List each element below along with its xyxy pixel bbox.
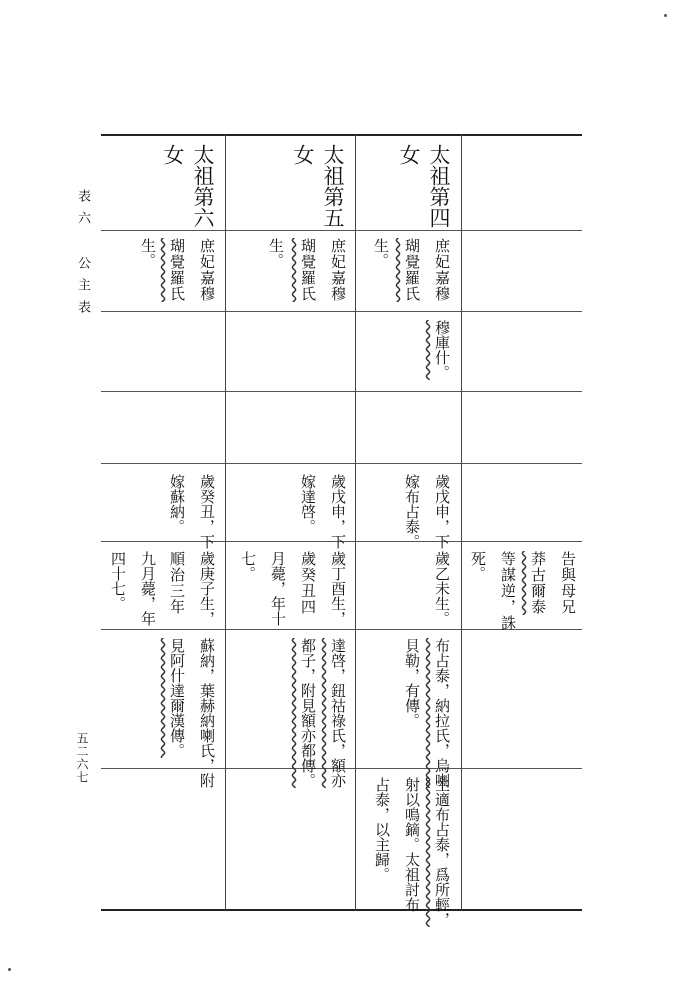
death-line: 等謀逆，誅 [499,551,517,631]
princess-title: 太祖第五 [321,144,345,228]
mother: 庶妃嘉穆 [198,238,216,302]
marriage: 嫁布占泰。 [403,474,421,549]
marriage: 嫁達啓。 [299,474,317,534]
death-line: 九月薨，年 [139,551,157,626]
death-line: 七。 [239,551,257,581]
marriage-year: 歲戊申，下 [329,474,347,549]
row-divider-mother [101,311,582,312]
husband-line: 蘇納，葉赫納喇氏，附 [198,638,216,788]
table-top-rule [101,134,582,136]
death-line: 死。 [469,551,487,581]
birth-note: 生。 [267,238,285,268]
marriage-year: 歲癸丑，下 [198,474,216,549]
table-number: 表六 [75,189,90,233]
husband-line: 布占泰，納拉氏，烏喇 [433,638,451,788]
marriage: 嫁蘇納。 [168,474,186,534]
death-line: 四十七。 [109,551,127,611]
death-line: 歲癸丑四 [299,551,317,615]
column-divider [461,134,462,911]
husband-line: 貝勒，有傳。 [403,638,421,728]
death-line: 歲庚子生， [198,551,216,626]
page-number: 五二六七 [75,732,89,784]
table-name: 公主表 [75,256,90,322]
princess-title-suffix: 女 [161,144,185,165]
table-bottom-rule [101,909,582,911]
column-divider [355,134,356,911]
mother-clan: 瑚覺羅氏 [403,238,421,302]
princess-title-suffix: 女 [291,144,315,165]
death-line: 告與母兄 [559,551,577,615]
princess-name: 穆庫什。 [433,320,451,380]
birth-note: 生。 [372,238,390,268]
princess-title: 太祖第六 [191,144,215,228]
princess-title-suffix: 女 [397,144,421,165]
mother-clan: 瑚覺羅氏 [168,238,186,302]
row-divider-name [101,391,582,392]
husband-line: 都子，附見額亦都傳。 [299,638,317,788]
notes-line: 主適布占泰，爲所輕， [433,777,451,927]
notes-line: 射以鳴鏑。太祖討布 [403,777,421,912]
row-divider-title [101,230,582,231]
mother: 庶妃嘉穆 [433,238,451,302]
column-divider [225,134,226,911]
scan-speck [664,14,667,17]
death-line: 順治三年 [168,551,186,615]
notes-line: 占泰，以主歸。 [373,777,391,882]
marriage-year: 歲戊申，下 [433,474,451,549]
death-line: 歲丁酉生， [329,551,347,626]
scan-speck [8,968,11,971]
death-line: 莽古爾泰 [529,551,547,615]
mother: 庶妃嘉穆 [329,238,347,302]
husband-line: 見阿什達爾漢傳。 [168,638,186,758]
birth-note: 生。 [139,238,157,268]
husband-line: 達啓，鈕祜祿氏，額亦 [329,638,347,788]
death-line: 月薨，年十 [269,551,287,626]
princess-title: 太祖第四 [427,144,451,228]
death-line: 歲乙未生。 [433,551,451,626]
mother-clan: 瑚覺羅氏 [299,238,317,302]
row-divider-empty [101,463,582,464]
